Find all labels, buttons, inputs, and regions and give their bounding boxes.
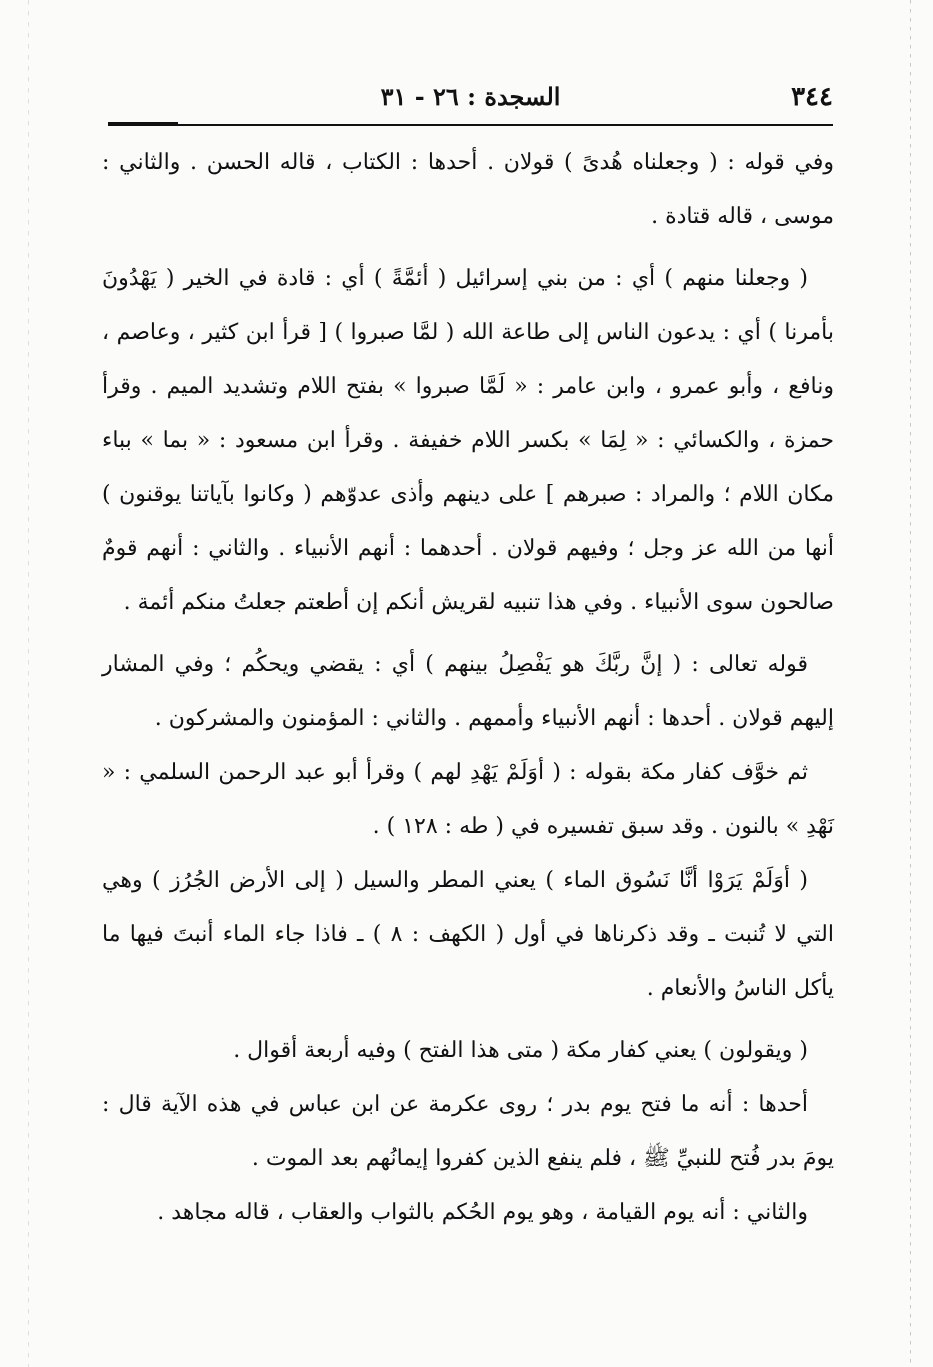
page-number: ٣٤٤: [791, 82, 833, 112]
paragraph-4: ثم خوَّف كفار مكة بقوله : ( أوَلَمْ يَهْدِ لهم ) وقرأ أبو عبد الرحمن السلمي : « نَهْدِ » بالنون . وقد سبق تفسيره في ( طه : ١٢٨ ) .: [102, 760, 834, 839]
paragraph-5: ( أوَلَمْ يَرَوْا أنَّا نَسُوق الماء ) يعني المطر والسيل ( إلى الأرض الجُرُز ) وهي التي لا تُنبت ـ وقد ذكرناها في أول ( الكهف : ٨ ) ـ فاذا جاء الماء أنبتَ فيها ما يأكل الناسُ والأنعام .: [102, 868, 835, 1001]
paragraph-2: ( وجعلنا منهم ) أي : من بني إسرائيل ( أئمَّةً ) أي : قادة في الخير ( يَهْدُونَ بأمرنا ) أي : يدعون الناس إلى طاعة الله ( لمَّا صبروا ) [ قرأ ابن كثير ، وعاصم ، ونافع ، وأبو عمرو ، وابن عامر : « لَمَّا صبروا » بفتح اللام وتشديد الميم . وقرأ حمزة ، والكسائي : « لِمَا » بكسر اللام خفيفة . وقرأ ابن مسعود : « بما » بباء مكان اللام ؛ والمراد : صبرهم ] على دينهم وأذى عدوّهم ( وكانوا بآياتنا يوقنون ) أنها من الله عز وجل ؛ وفيهم قولان . أحدهما : أنهم الأنبياء . والثاني : أنهم قومٌ صالحون سوى الأنبياء . وفي هذا تنبيه لقريش أنكم إن أطعتم جعلتُ منكم أئمة .: [102, 266, 834, 615]
paragraph-6: ( ويقولون ) يعني كفار مكة ( متى هذا الفتح ) وفيه أربعة أقوال .: [233, 1038, 808, 1063]
scan-edge-right: [910, 0, 911, 1367]
paragraph-3: قوله تعالى : ( إنَّ ربَّكَ هو يَفْصِلُ بينهم ) أي : يقضي ويحكُم ؛ وفي المشار إليهم قولان . أحدها : أنهم الأنبياء وأممهم . والثاني : المؤمنون والمشركون .: [102, 652, 834, 731]
paragraph-8: والثاني : أنه يوم القيامة ، وهو يوم الحُكم بالثواب والعقاب ، قاله مجاهد .: [157, 1200, 808, 1225]
body-text: [102, 136, 834, 1240]
running-head: السجدة : ٢٦ - ٣١: [380, 82, 561, 111]
header-rule: [110, 124, 833, 126]
scan-edge-left: [28, 0, 29, 1367]
paragraph-7: أحدها : أنه ما فتح يوم بدر ؛ روى عكرمة عن ابن عباس في هذه الآية قال : يومَ بدر فُتح للنبيِّ ﷺ ، فلم ينفع الذين كفروا إيمانُهم بعد الموت .: [102, 1092, 834, 1171]
header-rule-ornament: [108, 122, 178, 126]
paragraph-1: وفي قوله : ( وجعلناه هُدىً ) قولان . أحدها : الكتاب ، قاله الحسن . والثاني : موسى ، قاله قتادة .: [102, 150, 834, 229]
page-header: [108, 78, 833, 118]
